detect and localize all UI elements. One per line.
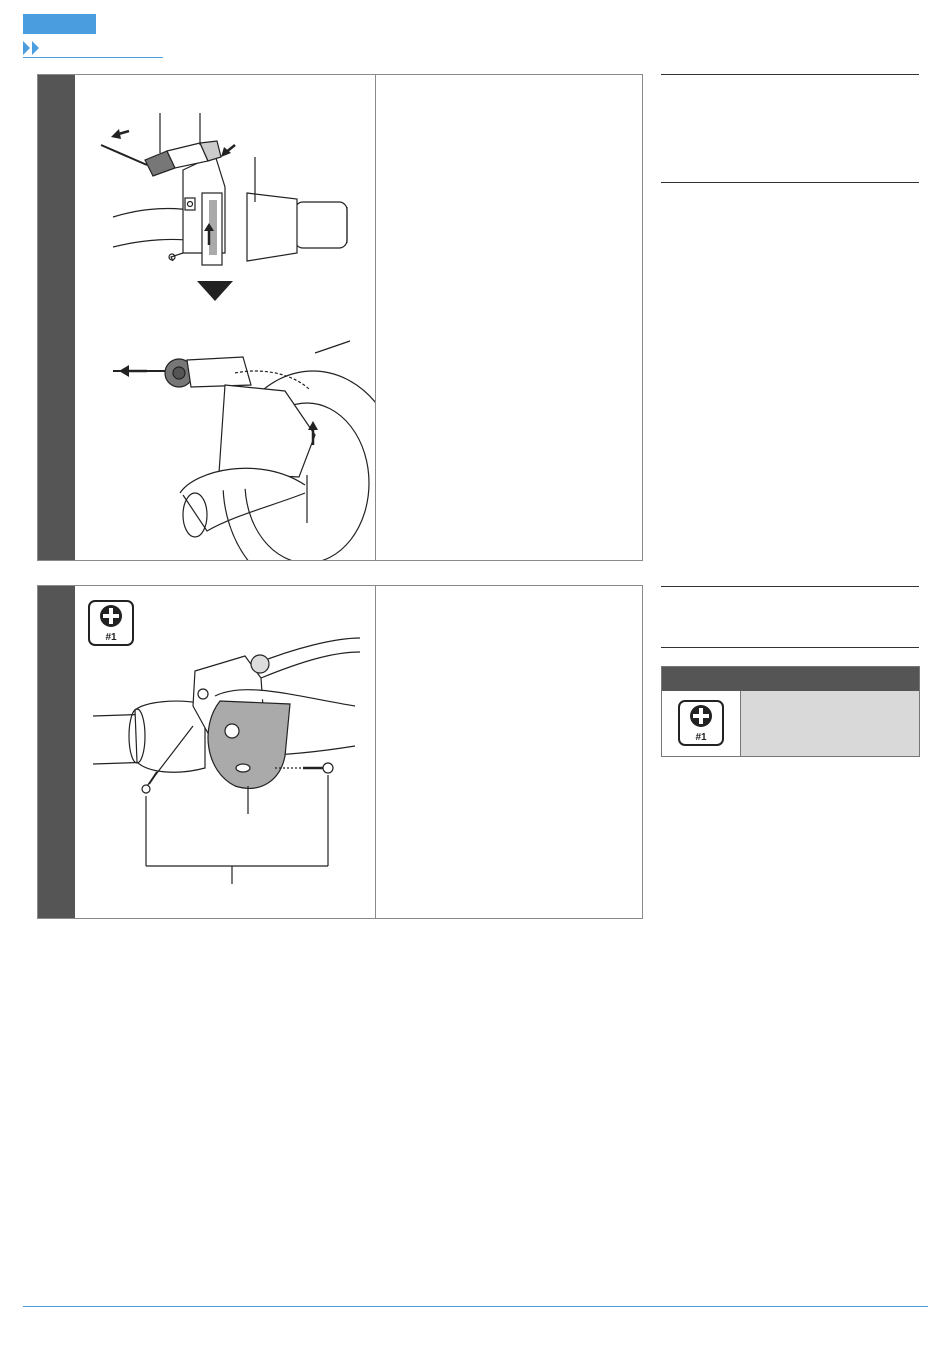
step-1-note-rule-top <box>661 74 919 75</box>
cable-removal-illustration <box>75 75 375 560</box>
step-1-text <box>376 75 642 560</box>
phillips-screwdriver-icon <box>662 691 740 757</box>
step-2-note-rule-top <box>661 586 919 587</box>
tools-table-description-cell <box>741 691 919 756</box>
step-1-box <box>37 74 643 561</box>
phillips-screwdriver-icon <box>89 601 133 645</box>
step-2-illustration <box>75 586 376 918</box>
section-tab <box>23 14 96 34</box>
step-2-number-bar <box>38 586 75 918</box>
step-1-note-rule-bottom <box>661 182 919 183</box>
step-2-box <box>37 585 643 919</box>
down-triangle-icon <box>197 281 233 301</box>
header-underline <box>23 57 163 58</box>
cover-screw-illustration <box>75 586 375 918</box>
tool-badge-label: #1 <box>105 632 117 643</box>
tools-table <box>661 666 920 757</box>
tools-table-icon-cell <box>662 691 741 756</box>
double-chevron-right-icon <box>23 41 43 55</box>
tool-badge-label: #1 <box>695 732 707 743</box>
step-2-note-rule-bottom <box>661 647 919 648</box>
step-2-text <box>376 586 642 918</box>
footer-line <box>23 1306 928 1307</box>
step-1-number-bar <box>38 75 75 560</box>
tools-table-header <box>662 667 919 691</box>
step-1-illustration <box>75 75 376 560</box>
